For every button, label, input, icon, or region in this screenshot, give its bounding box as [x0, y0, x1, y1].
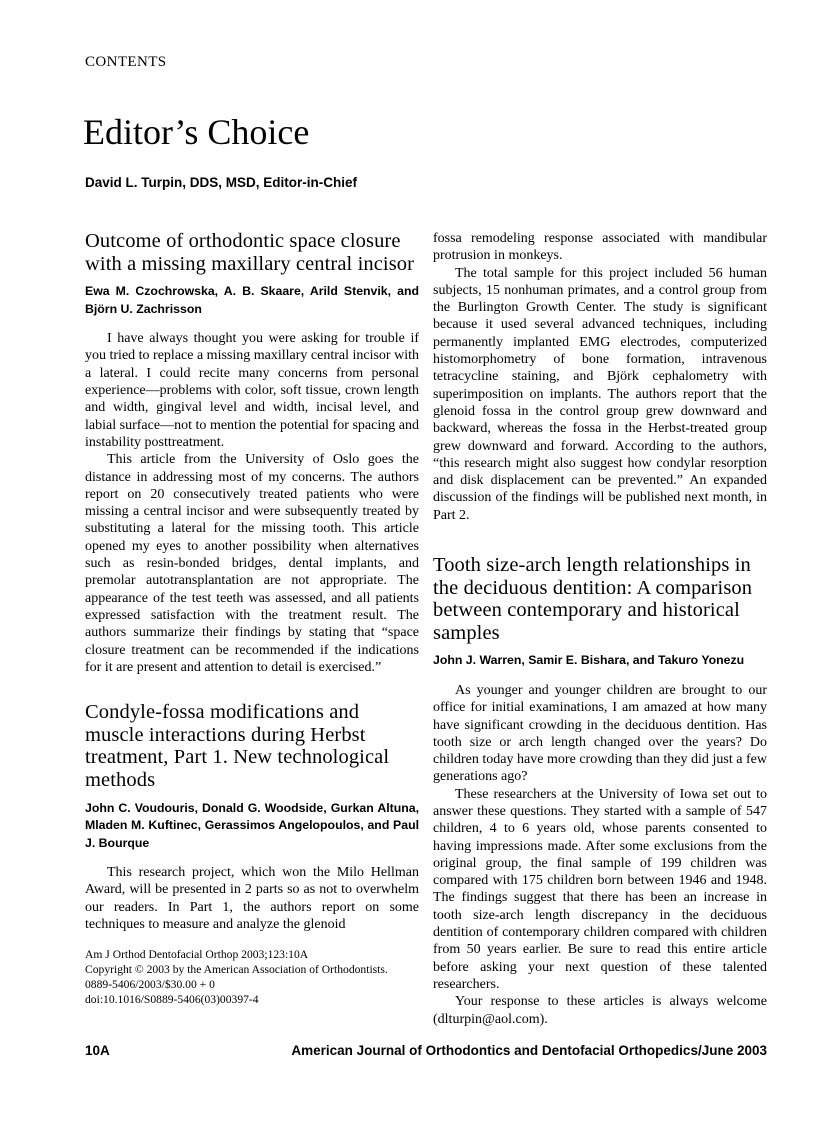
article-3-paragraph: These researchers at the University of Iowa set out to answer these questions. They started with a sample of 547 children, 4 to 6 years old, whose parents consented to having impressions made. After some exclusions from the original group, the final sample of 199 children was compared with 175 children born between 1946 and 1948. The findings suggest that there has been an increase in tooth size-arch length discrepancy in the deciduous dentition of contemporary children compared with children from 50 years earlier. Be sure to read this entire article before asking your next question of these talented researchers.: [433, 786, 767, 992]
footnote-issn-price: 0889-5406/2003/$30.00 + 0: [85, 978, 215, 992]
article-1-paragraph: This article from the University of Oslo goes the distance in addressing most of my concerns. The authors report on 20 consecutively treated patients who were missing a central incisor and were subsequently treated by substituting a lateral for the missing tooth. This article opened my eyes to another possibility when alternatives such as resin-bonded bridges, dental implants, and premolar autotransplantation are not appropriate. The appearance of the test teeth was assessed, and all patients expressed satisfaction with the treatment result. The authors summarize their findings by stating that “space closure treatment can be recommended if the indications for it are present and attention to detail is exercised.”: [85, 452, 419, 675]
article-1-title: Outcome of orthodontic space closure with a missing maxillary central incisor: [85, 230, 415, 275]
right-column: [433, 230, 767, 1028]
article-3-paragraph: As younger and younger children are brought to our office for initial examinations, I am amazed at how many have significant crowding in the deciduous dentition. Has tooth size or arch length changed over the years? Do children today have more crowding than they did just a few generations ago?: [433, 682, 767, 785]
article-1-commentary: [85, 330, 419, 676]
journal-footnote: [85, 947, 419, 1007]
page-title: Editor’s Choice: [83, 112, 310, 152]
folio-page-number: 10A: [85, 1043, 110, 1058]
editor-byline: David L. Turpin, DDS, MSD, Editor-in-Chief: [85, 175, 357, 190]
journal-running-title: American Journal of Orthodontics and Dentofacial Orthopedics/June 2003: [291, 1043, 767, 1058]
article-2-paragraph: This research project, which won the Milo Hellman Award, will be presented in 2 parts so as not to overwhelm our readers. In Part 1, the authors report on some techniques to measure and analyze the glenoid: [85, 865, 419, 932]
article-3-title: Tooth size-arch length relationships in the deciduous dentition: A comparison between contemporary and historical samples: [433, 554, 753, 644]
article-1-authors: Ewa M. Czochrowska, A. B. Skaare, Arild Stenvik, and Björn U. Zachrisson: [85, 284, 419, 316]
article-2-paragraph-continuation: fossa remodeling response associated with mandibular protrusion in monkeys.: [433, 231, 767, 264]
contents-kicker: CONTENTS: [85, 54, 167, 70]
article-2-title: Condyle-fossa modifications and muscle interactions during Herbst treatment, Part 1. New technological methods: [85, 701, 390, 791]
footnote-doi: doi:10.1016/S0889-5406(03)00397-4: [85, 993, 259, 1007]
article-2-commentary-continued: [433, 230, 767, 524]
article-3-authors: John J. Warren, Samir E. Bishara, and Takuro Yonezu: [433, 653, 745, 668]
article-2-commentary-start: [85, 864, 419, 933]
left-column: [85, 230, 419, 1028]
article-2-paragraph: The total sample for this project included 56 human subjects, 15 nonhuman primates, and a control group from the Burlington Growth Center. The study is significant because it used several advanced techniques, including permanently implanted EMG electrodes, computerized histomorphometry of bone formation, intravenous tetracycline staining, and Björk cephalometry with superimposition on implants. The authors report that the glenoid fossa in the control group grew downward and backward, whereas the fossa in the Herbst-treated group grew downward and forward. According to the authors, “this research might also suggest how condylar resorption and disk displacement can be prevented.” An expanded discussion of the findings will be published next month, in Part 2.: [433, 265, 767, 523]
article-1-paragraph: I have always thought you were asking for trouble if you tried to replace a missing maxillary central incisor with a lateral. I could recite many concerns from personal experience—problems with color, soft tissue, crown length and width, gingival level and width, incisal level, and labial surface—not to mention the potential for spacing and instability posttreatment.: [85, 331, 419, 450]
article-3-commentary: [433, 682, 767, 1028]
two-column-layout: [85, 230, 767, 1028]
footnote-citation: Am J Orthod Dentofacial Orthop 2003;123:10A: [85, 948, 309, 962]
article-2-authors: John C. Voudouris, Donald G. Woodside, Gurkan Altuna, Mladen M. Kuftinec, Gerassimos Angelopoulos, and Paul J. Bourque: [85, 800, 419, 850]
article-3-paragraph: Your response to these articles is always welcome (dlturpin@aol.com).: [433, 994, 767, 1027]
footnote-copyright: Copyright © 2003 by the American Association of Orthodontists.: [85, 963, 388, 977]
page-footer: [85, 1043, 767, 1058]
